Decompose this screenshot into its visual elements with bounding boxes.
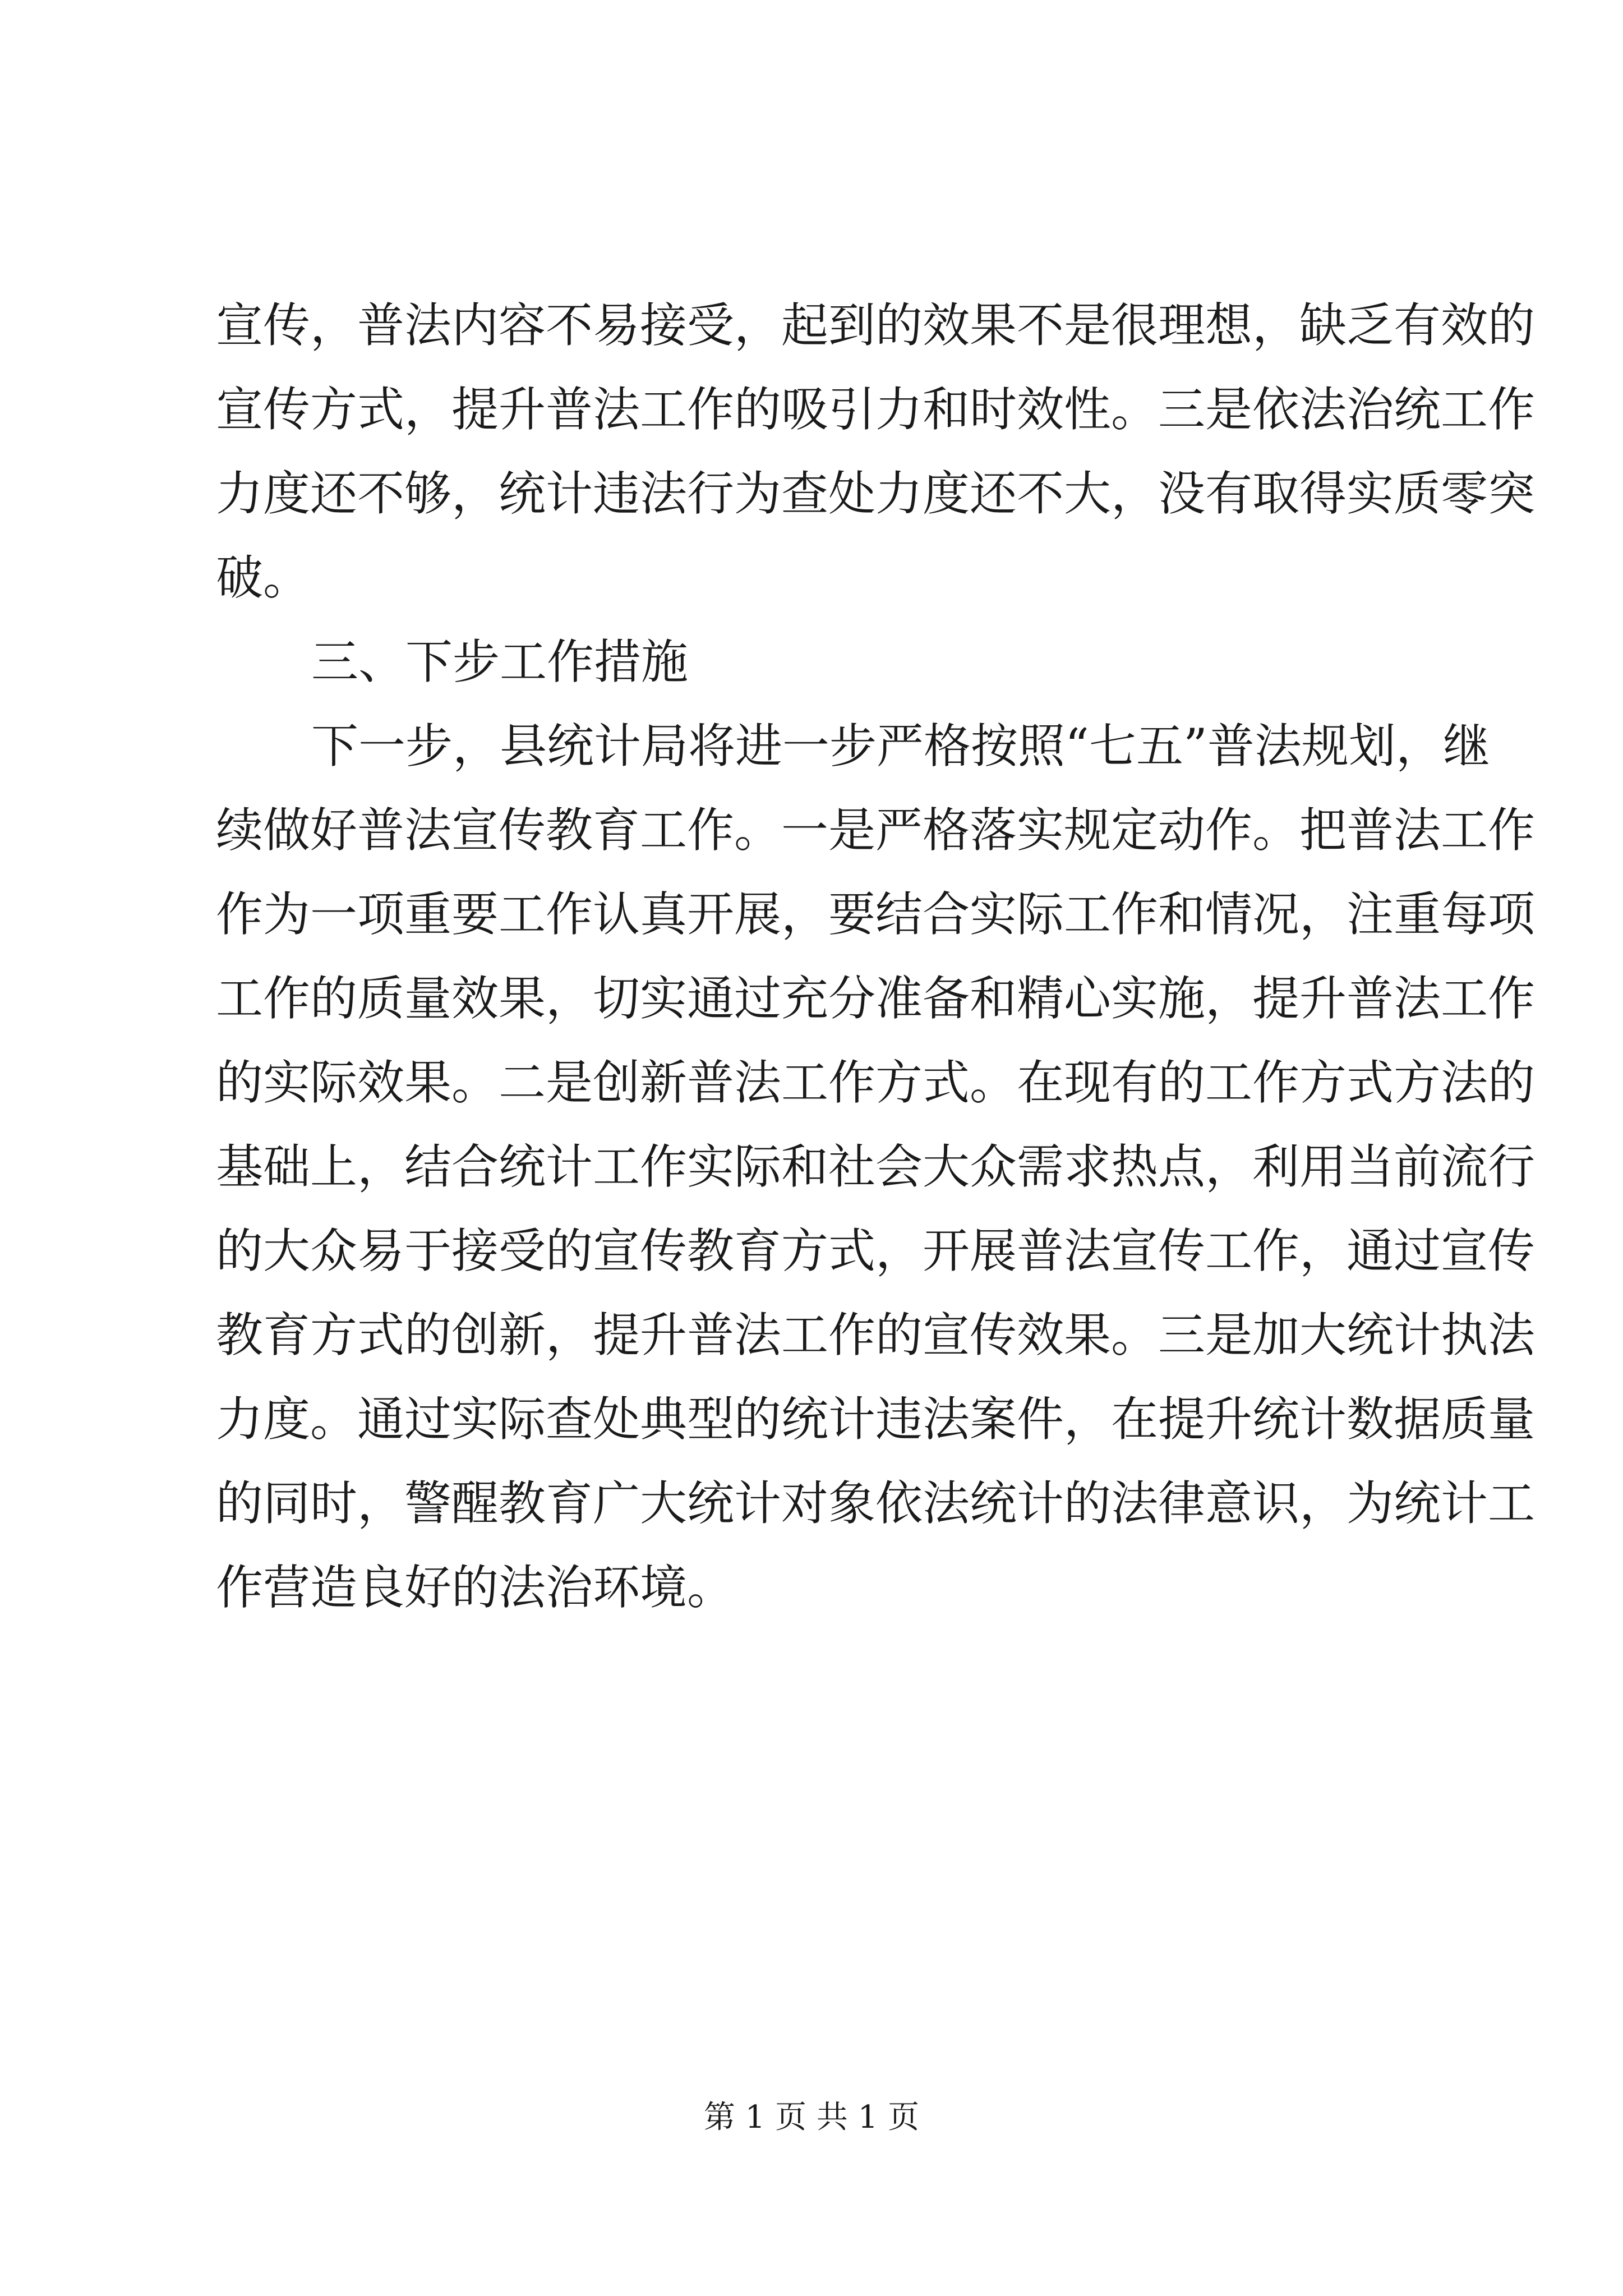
paragraph-1-line: 破。 [216,550,311,605]
page-number-footer: 第 1 页 共 1 页 [703,2099,920,2136]
paragraph-2-line: 下一步，县统计局将进一步严格按照“七五”普法规划，继 [311,719,1490,774]
paragraph-2-line: 作营造良好的法治环境。 [216,1560,735,1615]
paragraph-2-line: 续做好普法宣传教育工作。一是严格落实规定动作。把普法工作 [216,803,1536,858]
paragraph-2-line: 基础上，结合统计工作实际和社会大众需求热点，利用当前流行 [216,1139,1536,1194]
paragraph-2-line: 教育方式的创新，提升普法工作的宣传效果。三是加大统计执法 [216,1308,1536,1363]
paragraph-1-line: 宣传，普法内容不易接受，起到的效果不是很理想，缺乏有效的 [216,298,1536,353]
paragraph-2-line: 的实际效果。二是创新普法工作方式。在现有的工作方式方法的 [216,1055,1536,1110]
paragraph-2-line: 的大众易于接受的宣传教育方式，开展普法宣传工作，通过宣传 [216,1223,1536,1278]
paragraph-2-line: 力度。通过实际查处典型的统计违法案件，在提升统计数据质量 [216,1392,1536,1447]
paragraph-1-line: 宣传方式，提升普法工作的吸引力和时效性。三是依法治统工作 [216,382,1536,437]
paragraph-2-line: 作为一项重要工作认真开展，要结合实际工作和情况，注重每项 [216,887,1536,942]
paragraph-1-line: 力度还不够，统计违法行为查处力度还不大，没有取得实质零突 [216,466,1536,521]
paragraph-2-line: 工作的质量效果，切实通过充分准备和精心实施，提升普法工作 [216,971,1536,1026]
paragraph-2-line: 的同时，警醒教育广大统计对象依法统计的法律意识，为统计工 [216,1476,1536,1531]
section-heading: 三、下步工作措施 [311,634,689,689]
